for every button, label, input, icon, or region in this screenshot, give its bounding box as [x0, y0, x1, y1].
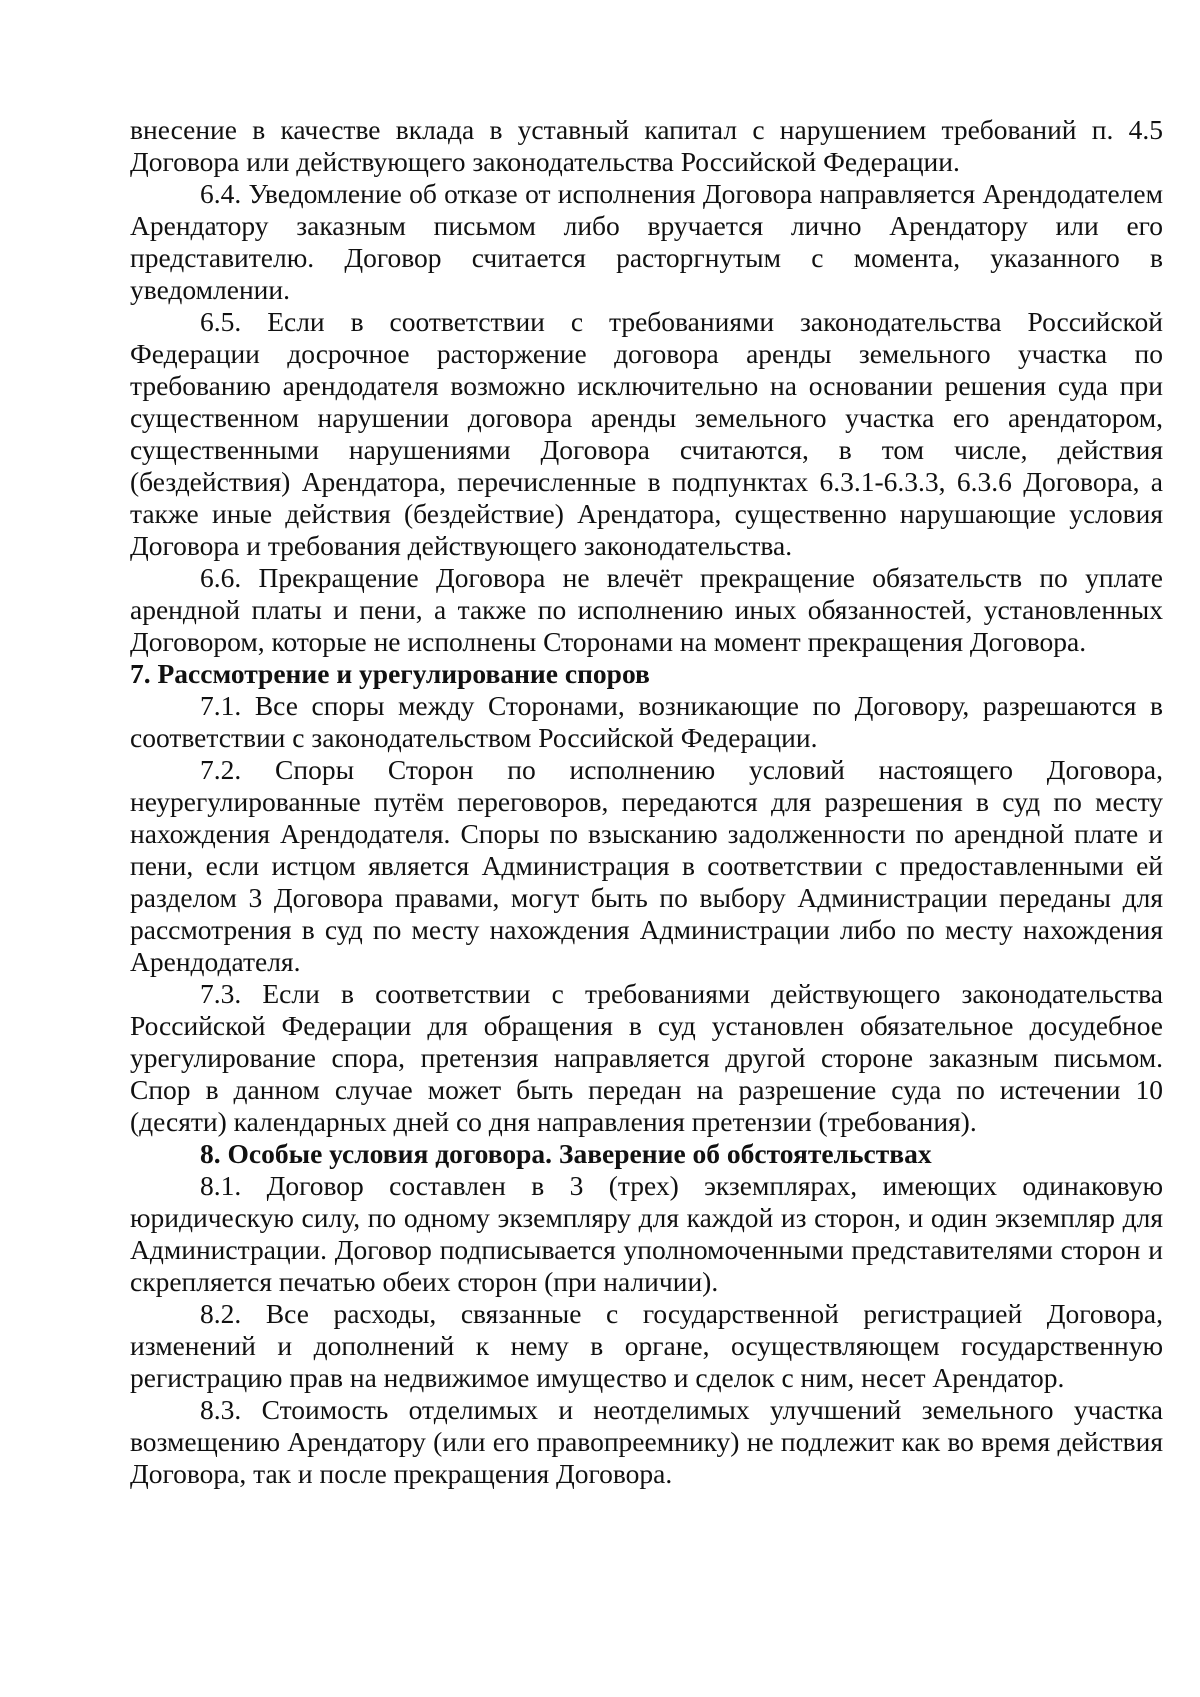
paragraph-continuation: внесение в качестве вклада в уставный капитал с нарушением требований п. 4.5 Договора или действующего законодательства Российской Федерации.: [130, 114, 1163, 177]
paragraph-7-3: 7.3. Если в соответствии с требованиями действующего законодательства Российской Федерации для обращения в суд установлен обязательное досудебное урегулирование спора, претензия направляется другой стороне заказным письмом. Спор в данном случае может быть передан на разрешение суда по истечении 10 (десяти) календарных дней со дня направления претензии (требования).: [130, 978, 1163, 1137]
paragraph-6-4: 6.4. Уведомление об отказе от исполнения Договора направляется Арендодателем Арендатору заказным письмом либо вручается лично Арендатору или его представителю. Договор считается расторгнутым с момента, указанного в уведомлении.: [130, 178, 1163, 305]
paragraph-8-2: 8.2. Все расходы, связанные с государственной регистрацией Договора, изменений и дополнений к нему в органе, осуществляющем государственную регистрацию прав на недвижимое имущество и сделок с ним, несет Арендатор.: [130, 1298, 1163, 1393]
paragraph-7-2: 7.2. Споры Сторон по исполнению условий настоящего Договора, неурегулированные путём переговоров, передаются для разрешения в суд по месту нахождения Арендодателя. Споры по взысканию задолженности по арендной плате и пени, если истцом является Администрация в соответствии с предоставленными ей разделом 3 Договора правами, могут быть по выбору Администрации переданы для рассмотрения в суд по месту нахождения Администрации либо по месту нахождения Арендодателя.: [130, 754, 1163, 977]
paragraph-6-5: 6.5. Если в соответствии с требованиями законодательства Российской Федерации досрочное расторжение договора аренды земельного участка по требованию арендодателя возможно исключительно на основании решения суда при существенном нарушении договора аренды земельного участка его арендатором, существенными нарушениями Договора считаются, в том числе, действия (бездействия) Арендатора, перечисленные в подпунктах 6.3.1-6.3.3, 6.3.6 Договора, а также иные действия (бездействие) Арендатора, существенно нарушающие условия Договора и требования действующего законодательства.: [130, 306, 1163, 561]
paragraph-8-3: 8.3. Стоимость отделимых и неотделимых улучшений земельного участка возмещению Арендатору (или его правопреемнику) не подлежит как во время действия Договора, так и после прекращения Договора.: [130, 1394, 1163, 1489]
paragraph-7-1: 7.1. Все споры между Сторонами, возникающие по Договору, разрешаются в соответствии с законодательством Российской Федерации.: [130, 690, 1163, 753]
document-page: [130, 114, 1163, 1490]
paragraph-6-6: 6.6. Прекращение Договора не влечёт прекращение обязательств по уплате арендной платы и пени, а также по исполнению иных обязанностей, установленных Договором, которые не исполнены Сторонами на момент прекращения Договора.: [130, 562, 1163, 657]
section-heading-7: 7. Рассмотрение и урегулирование споров: [130, 658, 650, 689]
paragraph-8-1: 8.1. Договор составлен в 3 (трех) экземплярах, имеющих одинаковую юридическую силу, по одному экземпляру для каждой из сторон, и один экземпляр для Администрации. Договор подписывается уполномоченными представителями сторон и скрепляется печатью обеих сторон (при наличии).: [130, 1170, 1163, 1297]
section-heading-8: 8. Особые условия договора. Заверение об обстоятельствах: [200, 1138, 932, 1169]
